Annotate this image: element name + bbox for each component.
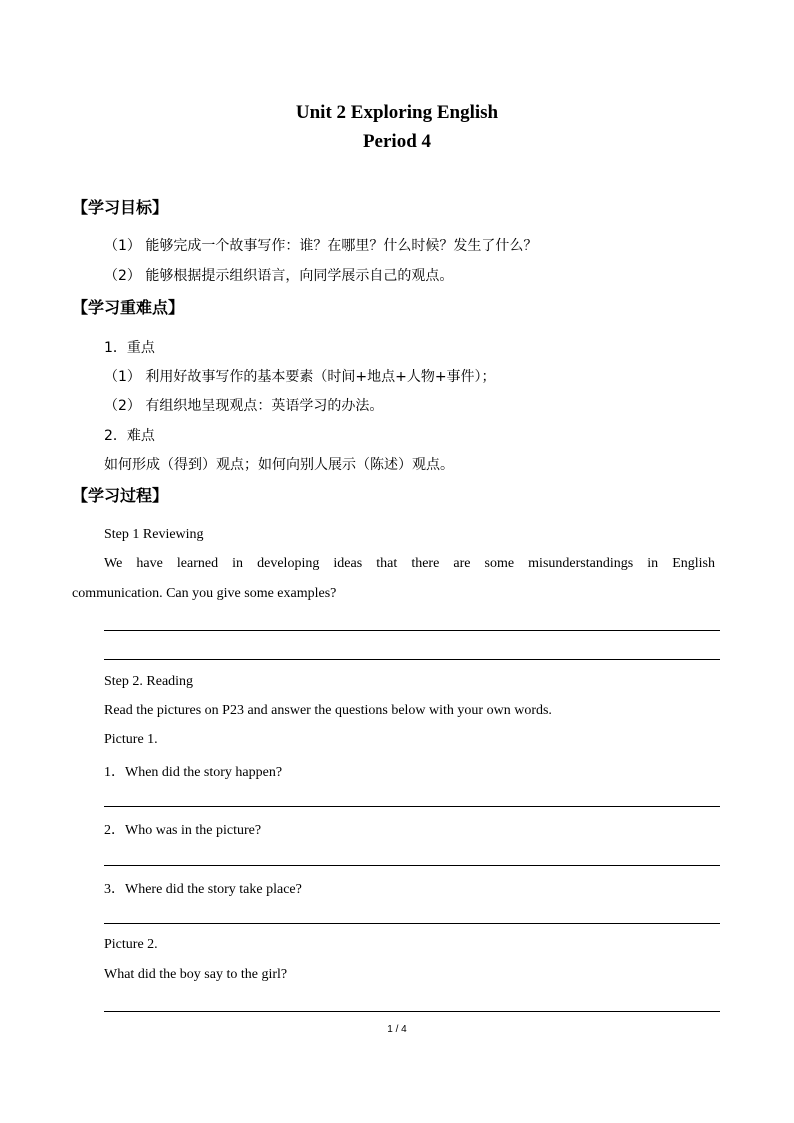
answer-line <box>104 806 720 807</box>
question-4: What did the boy say to the girl? <box>104 967 288 982</box>
question-3: 3．Where did the story take place? <box>104 882 302 897</box>
answer-line <box>104 1011 720 1012</box>
page-subtitle: Period 4 <box>362 131 432 152</box>
question-2: 2．Who was in the picture? <box>104 823 262 838</box>
page-title: Unit 2 Exploring English <box>295 102 499 123</box>
answer-line <box>104 923 720 924</box>
answer-line <box>104 659 720 660</box>
question-1: 1．When did the story happen? <box>104 765 283 780</box>
answer-line <box>104 865 720 866</box>
step1-text-continued: communication. Can you give some examples? <box>72 586 337 601</box>
step2-title: Step 2. Reading <box>104 674 194 689</box>
objectives-heading: 【学习目标】 <box>72 198 169 217</box>
answer-line <box>104 630 720 631</box>
picture1-label: Picture 1. <box>104 732 158 747</box>
focus-item-2: （2） 有组织地呈现观点：英语学习的办法。 <box>104 398 384 414</box>
objective-item-2: （2） 能够根据提示组织语言，向同学展示自己的观点。 <box>104 268 454 284</box>
difficulty-label: 2．难点 <box>104 428 155 444</box>
step1-text: We have learned in developing ideas that there are some misunderstandings in English <box>104 556 715 571</box>
process-heading: 【学习过程】 <box>72 486 169 505</box>
keypoints-heading: 【学习重难点】 <box>72 298 185 317</box>
objective-item-1: （1） 能够完成一个故事写作：谁？在哪里？什么时候？发生了什么？ <box>104 238 538 254</box>
focus-label: 1．重点 <box>104 340 155 356</box>
difficulty-text: 如何形成（得到）观点；如何向别人展示（陈述）观点。 <box>104 457 454 473</box>
picture2-label: Picture 2. <box>104 937 158 952</box>
focus-item-1: （1） 利用好故事写作的基本要素（时间+地点+人物+事件）； <box>104 369 496 385</box>
page-number: 1 / 4 <box>387 1024 407 1035</box>
step1-title: Step 1 Reviewing <box>104 527 204 542</box>
step2-instruction: Read the pictures on P23 and answer the questions below with your own words. <box>104 703 552 718</box>
